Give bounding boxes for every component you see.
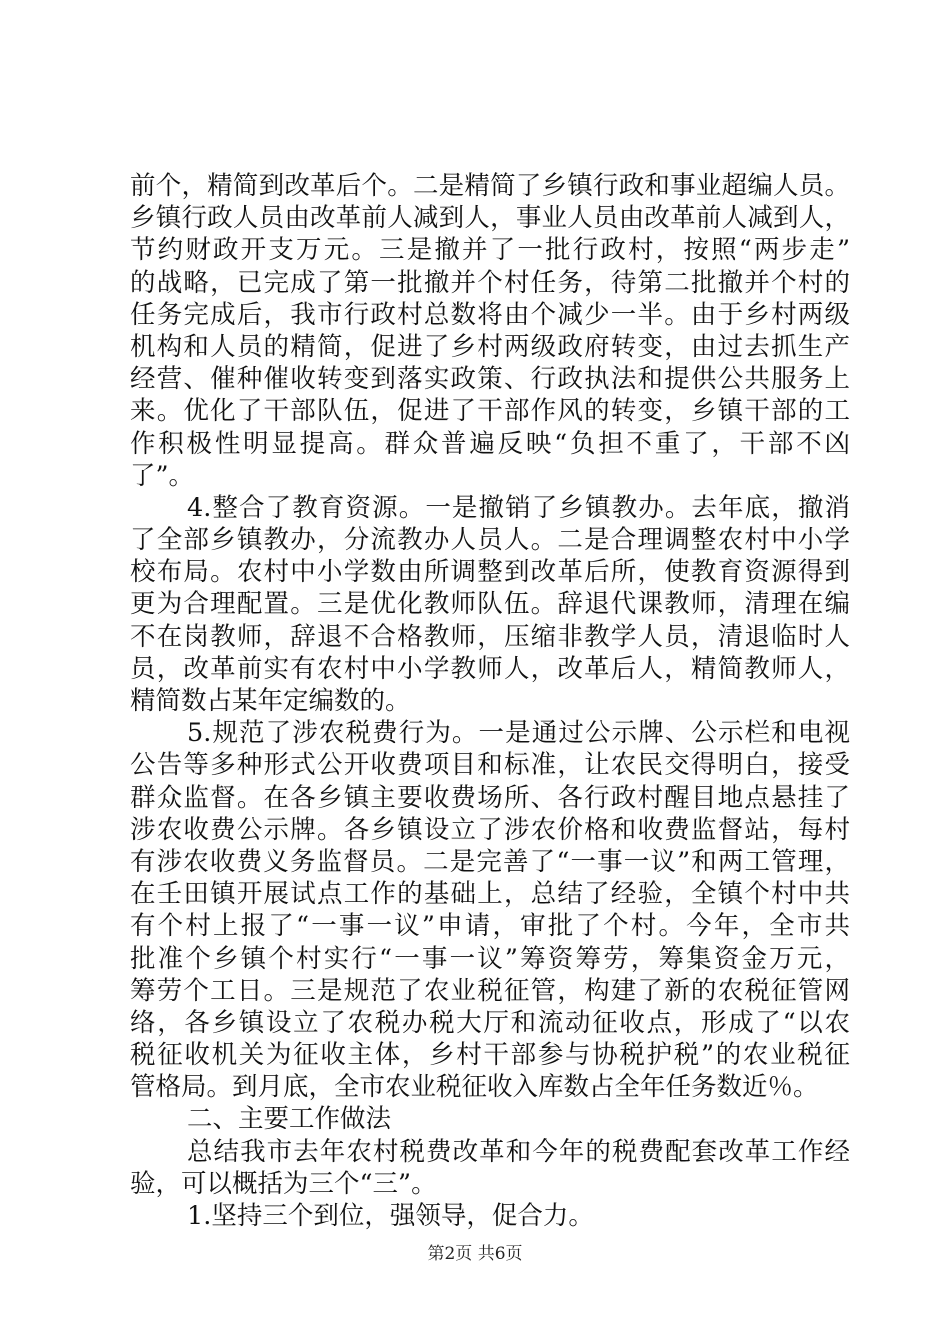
- text-line: 了”。: [130, 460, 195, 491]
- text-line: 涉农收费公示牌。各乡镇设立了涉农价格和收费监督站，每村: [130, 814, 850, 845]
- text-line: 验，可以概括为三个“三”。: [130, 1168, 437, 1199]
- text-line: 员，改革前实有农村中小学教师人，改革后人，精简教师人，: [130, 653, 850, 684]
- text-line: 有涉农收费义务监督员。二是完善了“一事一议”和两工管理，: [130, 846, 850, 877]
- text-line: 不在岗教师，辞退不合格教师，压缩非教学人员，清退临时人: [130, 621, 850, 652]
- document-body: [130, 170, 850, 1232]
- text-line: 前个，精简到改革后个。二是精简了乡镇行政和事业超编人员。: [130, 171, 850, 201]
- text-line: 更为合理配置。三是优化教师队伍。辞退代课教师，清理在编: [130, 589, 850, 620]
- text-line: 作积极性明显提高。群众普遍反映“负担不重了，干部不凶: [130, 428, 850, 459]
- text-line: 校布局。农村中小学数由所调整到改革后所，使教育资源得到: [130, 557, 850, 588]
- text-line: 在壬田镇开展试点工作的基础上，总结了经验，全镇个村中共: [130, 879, 850, 910]
- text-line: 任务完成后，我市行政村总数将由个减少一半。由于乡村两级: [130, 299, 850, 330]
- text-line: 有个村上报了“一事一议”申请，审批了个村。今年，全市共: [130, 911, 850, 942]
- text-line: 来。优化了干部队伍，促进了干部作风的转变，乡镇干部的工: [130, 396, 850, 427]
- text-line: 的战略，已完成了第一批撤并个村任务，待第二批撤并个村的: [130, 267, 850, 298]
- text-line: 群众监督。在各乡镇主要收费场所、各行政村醒目地点悬挂了: [130, 782, 850, 813]
- paragraph-start-line: 4.整合了教育资源。一是撤销了乡镇教办。去年底，撤消: [187, 492, 850, 523]
- paragraph-start-line: 1.坚持三个到位，强领导，促合力。: [187, 1201, 594, 1231]
- text-line: 机构和人员的精简，促进了乡村两级政府转变，由过去抓生产: [130, 331, 850, 362]
- text-line: 乡镇行政人员由改革前人减到人，事业人员由改革前人减到人，: [130, 203, 850, 234]
- paragraph-start-line: 总结我市去年农村税费改革和今年的税费配套改革工作经: [187, 1136, 850, 1167]
- text-line: 公告等多种形式公开收费项目和标准，让农民交得明白，接受: [130, 750, 850, 781]
- page-number-footer: 第2页 共6页: [427, 1244, 523, 1264]
- text-line: 批准个乡镇个村实行“一事一议”筹资筹劳，筹集资金万元，: [130, 943, 850, 974]
- text-line: 了全部乡镇教办，分流教办人员人。二是合理调整农村中小学: [130, 525, 850, 556]
- text-line: 节约财政开支万元。三是撤并了一批行政村，按照“两步走”: [130, 235, 850, 266]
- text-line: 税征收机关为征收主体，乡村干部参与协税护税”的农业税征: [130, 1040, 850, 1071]
- text-line: 筹劳个工日。三是规范了农业税征管，构建了新的农税征管网: [130, 975, 850, 1006]
- paragraph-start-line: 5.规范了涉农税费行为。一是通过公示牌、公示栏和电视: [187, 718, 850, 749]
- text-line: 管格局。到月底，全市农业税征收入库数占全年任务数近％。: [130, 1072, 819, 1103]
- section-heading: 二、主要工作做法: [187, 1104, 392, 1135]
- text-line: 精简数占某年定编数的。: [130, 686, 411, 716]
- text-line: 络，各乡镇设立了农税办税大厅和流动征收点，形成了“以农: [130, 1007, 850, 1038]
- text-line: 经营、催种催收转变到落实政策、行政执法和提供公共服务上: [130, 364, 850, 395]
